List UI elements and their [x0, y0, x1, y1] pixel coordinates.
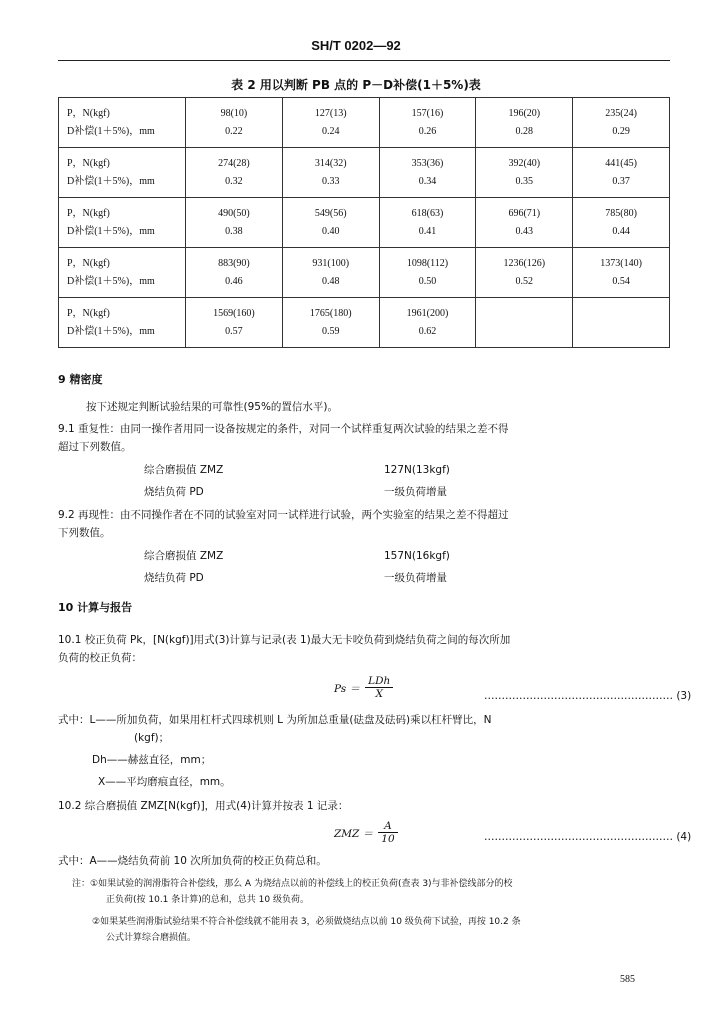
cell-p-value: 785(80): [605, 207, 637, 219]
cell-d-value: 0.28: [515, 125, 534, 137]
cell-p-value: 696(71): [508, 207, 541, 219]
cell-d-value: 0.38: [225, 225, 243, 237]
formula-3-fraction: [365, 675, 393, 700]
table-cell: [186, 198, 283, 248]
clause-10-2: 10.2 综合磨损值 ZMZ[N(kgf)]，用式(4)计算并按表 1 记录：: [58, 800, 349, 812]
row-label: [59, 298, 186, 348]
cell-p-value: 353(36): [411, 157, 444, 169]
page-number: 585: [620, 974, 635, 985]
cell-d-value: 0.32: [225, 175, 243, 187]
section-9-heading: 9 精密度: [58, 373, 103, 386]
cell-p-value: 1765(180): [309, 307, 352, 319]
table-title: 表 2 用以判断 PB 点的 P－D补偿(1＋5%)表: [231, 78, 481, 92]
label-d: D补偿(1＋5%)，mm: [67, 225, 155, 237]
cell-d-value: 0.34: [418, 175, 437, 187]
header-rule: [58, 60, 670, 61]
label-p: P，N(kgf): [67, 157, 110, 169]
clause-10-1-line2: 负荷的校正负荷：: [58, 652, 142, 664]
formula-4-denominator: 10: [381, 833, 395, 845]
cell-d-value: 0.26: [418, 125, 437, 137]
label-p: P，N(kgf): [67, 307, 110, 319]
table-cell: [573, 98, 670, 148]
where-a: 式中：A——烧结负荷前 10 次所加负荷的校正负荷总和。: [58, 855, 327, 867]
cell-p-value: 1236(126): [503, 257, 546, 269]
section-10-heading: 10 计算与报告: [58, 601, 133, 614]
cell-p-value: 274(28): [218, 157, 250, 169]
cell-p-value: 883(90): [218, 257, 250, 269]
clause-9-1-line2: 超过下列数值。: [58, 441, 132, 453]
repro-pd-value: 一级负荷增量: [384, 572, 447, 584]
note-2-line1: ②如果某些润滑脂试验结果不符合补偿线就不能用表 3，必须做烧结点以前 10 级负荷下试验，再按 10.2 条: [92, 917, 521, 927]
formula-4-fraction: [378, 820, 397, 845]
table-cell: [476, 248, 573, 298]
note-1-line2: 正负荷(按 10.1 条计算)的总和，总共 10 级负荷。: [106, 895, 309, 905]
where-x: X——平均磨痕直径，mm。: [98, 776, 231, 788]
table-cell: [379, 98, 476, 148]
table-row: [59, 98, 670, 148]
label-p: P，N(kgf): [67, 257, 110, 269]
table-cell: [573, 298, 670, 348]
table-cell: [573, 248, 670, 298]
where-l-line1: 式中：L——所加负荷，如果用杠杆式四球机则 L 为所加总重量(砝盘及砝码)乘以杠杆臂比，N: [58, 714, 492, 726]
cell-p-value: 1569(160): [213, 307, 255, 319]
repeat-zmz-value: 127N(13kgf): [384, 464, 450, 476]
table-cell: [573, 198, 670, 248]
table-row: [59, 148, 670, 198]
table-cell: [476, 148, 573, 198]
label-d: D补偿(1＋5%)，mm: [67, 275, 155, 287]
formula-4-numerator: A: [378, 820, 397, 833]
cell-p-value: 235(24): [605, 107, 637, 119]
label-d: D补偿(1＋5%)，mm: [67, 175, 155, 187]
table-cell: [282, 198, 379, 248]
cell-p-value: 157(16): [411, 107, 444, 119]
table-cell: [476, 98, 573, 148]
formula-3-number: ……………………………………………… (3): [484, 690, 692, 702]
table-cell: [379, 298, 476, 348]
table-row: [59, 198, 670, 248]
table-cell: [186, 298, 283, 348]
repro-zmz-label: 综合磨损值 ZMZ: [144, 550, 224, 562]
cell-d-value: 0.22: [225, 125, 243, 137]
clause-9-2-line2: 下列数值。: [58, 527, 111, 539]
cell-p-value: 127(13): [314, 107, 347, 119]
row-label: [59, 98, 186, 148]
table-cell: [186, 98, 283, 148]
cell-p-value: 618(63): [411, 207, 444, 219]
table-cell: [282, 248, 379, 298]
cell-p-value: 392(40): [508, 157, 541, 169]
table-cell: [379, 148, 476, 198]
table-cell: [282, 98, 379, 148]
cell-d-value: 0.52: [515, 275, 534, 287]
cell-p-value: 931(100): [312, 257, 350, 269]
formula-3-denominator: X: [375, 688, 383, 700]
repeat-zmz-label: 综合磨损值 ZMZ: [144, 464, 224, 476]
formula-4-lhs: ZMZ ＝: [334, 828, 374, 840]
table-cell: [186, 148, 283, 198]
label-d: D补偿(1＋5%)，mm: [67, 125, 155, 137]
repro-pd-label: 烧结负荷 PD: [144, 572, 204, 584]
cell-p-value: 441(45): [605, 157, 637, 169]
cell-d-value: 0.41: [418, 225, 437, 237]
cell-p-value: 549(56): [314, 207, 347, 219]
s9-intro: 按下述规定判断试验结果的可靠性(95%的置信水平)。: [86, 401, 339, 413]
cell-p-value: 490(50): [218, 207, 250, 219]
cell-d-value: 0.37: [612, 175, 630, 187]
cell-d-value: 0.43: [515, 225, 534, 237]
cell-p-value: 314(32): [314, 157, 347, 169]
cell-d-value: 0.33: [321, 175, 340, 187]
row-label: [59, 148, 186, 198]
formula-3-numerator: LDh: [365, 675, 393, 688]
formula-3: [334, 675, 393, 700]
note-1-line1: 注：①如果试验的润滑脂符合补偿线，那么 A 为烧结点以前的补偿线上的校正负荷(查表 3)与非补偿线部分的校: [72, 879, 513, 889]
row-label: [59, 198, 186, 248]
cell-p-value: 98(10): [220, 107, 248, 119]
table-cell: [476, 198, 573, 248]
where-dh: Dh——赫兹直径，mm；: [92, 754, 212, 766]
table-row: [59, 248, 670, 298]
table-cell: [282, 298, 379, 348]
repeat-pd-value: 一级负荷增量: [384, 486, 447, 498]
label-d: D补偿(1＋5%)，mm: [67, 325, 155, 337]
table-cell: [573, 148, 670, 198]
table-cell: [379, 248, 476, 298]
cell-d-value: 0.44: [612, 225, 630, 237]
table-cell: [379, 198, 476, 248]
p-d-table: [58, 97, 670, 348]
cell-p-value: 196(20): [508, 107, 541, 119]
document-code: SH/T 0202—92: [311, 38, 401, 53]
where-l-line2: (kgf)；: [134, 732, 170, 744]
note-2-line2: 公式计算综合磨损值。: [106, 933, 197, 943]
cell-d-value: 0.35: [515, 175, 534, 187]
cell-d-value: 0.59: [321, 325, 340, 337]
formula-4: [334, 820, 398, 845]
formula-4-number: ……………………………………………… (4): [484, 831, 692, 843]
cell-p-value: 1373(140): [600, 257, 642, 269]
table-row: [59, 298, 670, 348]
clause-9-1-line1: 9.1 重复性：由同一操作者用同一设备按规定的条件，对同一个试样重复两次试验的结果之差不得: [58, 423, 509, 435]
cell-d-value: 0.29: [612, 125, 630, 137]
cell-d-value: 0.40: [321, 225, 340, 237]
cell-d-value: 0.57: [225, 325, 243, 337]
cell-d-value: 0.54: [612, 275, 630, 287]
cell-d-value: 0.62: [418, 325, 437, 337]
cell-p-value: 1098(112): [406, 257, 449, 269]
table-cell: [186, 248, 283, 298]
clause-9-2-line1: 9.2 再现性：由不同操作者在不同的试验室对同一试样进行试验，两个实验室的结果之差不得超过: [58, 509, 509, 521]
cell-p-value: 1961(200): [406, 307, 449, 319]
table-cell: [476, 298, 573, 348]
repro-zmz-value: 157N(16kgf): [384, 550, 450, 562]
cell-d-value: 0.46: [225, 275, 243, 287]
cell-d-value: 0.48: [321, 275, 340, 287]
label-p: P，N(kgf): [67, 207, 110, 219]
cell-d-value: 0.50: [418, 275, 437, 287]
row-label: [59, 248, 186, 298]
table-cell: [282, 148, 379, 198]
formula-3-lhs: Ps ＝: [334, 683, 361, 695]
label-p: P，N(kgf): [67, 107, 110, 119]
clause-10-1-line1: 10.1 校正负荷 Pk，[N(kgf)]用式(3)计算与记录(表 1)最大无卡咬负荷到烧结负荷之间的每次所加: [58, 634, 511, 646]
repeat-pd-label: 烧结负荷 PD: [144, 486, 204, 498]
cell-d-value: 0.24: [321, 125, 340, 137]
